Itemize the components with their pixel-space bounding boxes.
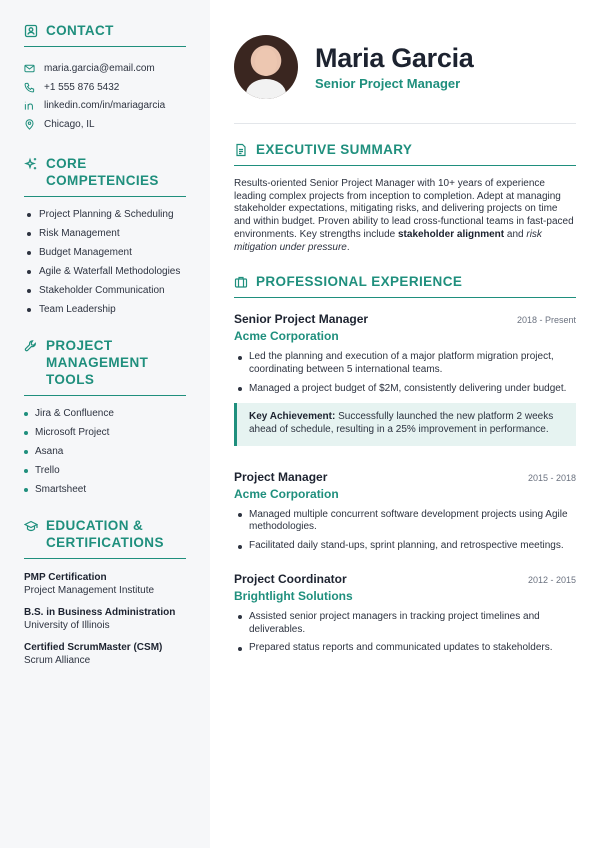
job-company: Brightlight Solutions <box>234 588 353 603</box>
contact-phone[interactable]: +1 555 876 5432 <box>24 78 186 97</box>
list-item: Team Leadership <box>24 304 186 316</box>
document-icon <box>234 143 248 157</box>
list-item: Led the planning and execution of a major platform migration project, coordinating between 5 international teams. <box>234 351 576 376</box>
job-title: Project Coordinator <box>234 571 347 586</box>
contact-heading: CONTACT <box>24 22 186 47</box>
list-item: Trello <box>24 465 186 477</box>
list-item: Smartsheet <box>24 484 186 496</box>
tools-section <box>24 337 186 496</box>
resume-header <box>234 22 576 124</box>
contact-email[interactable]: maria.garcia@email.com <box>24 59 186 78</box>
linkedin-icon <box>24 100 35 111</box>
avatar <box>234 35 298 99</box>
experience-section <box>234 273 576 655</box>
competencies-list <box>24 209 186 316</box>
job-entry <box>234 572 576 655</box>
mail-icon <box>24 63 35 74</box>
summary-section <box>234 141 576 254</box>
competencies-heading: CORE COMPETENCIES <box>24 155 186 197</box>
job-title: Project Manager <box>234 469 328 484</box>
list-item: Microsoft Project <box>24 427 186 439</box>
job-bullets <box>234 611 576 655</box>
contact-section <box>24 22 186 134</box>
phone-icon <box>24 82 35 93</box>
avatar-face <box>255 48 277 76</box>
job-dates: 2018 - Present <box>516 315 576 326</box>
list-item: Project Planning & Scheduling <box>24 209 186 221</box>
list-item: Assisted senior project managers in tracking project timelines and deliverables. <box>234 611 576 636</box>
job-dates: 2015 - 2018 <box>527 472 576 483</box>
name-block <box>315 43 474 91</box>
key-achievement-callout: Key Achievement: Successfully launched the new platform 2 weeks ahead of schedule, resulting in a 25% improvement in performance. <box>234 403 576 445</box>
sparkle-icon <box>24 157 38 171</box>
list-item: Managed multiple concurrent software development projects using Agile methodologies. <box>234 509 576 534</box>
contact-card-icon <box>24 24 38 38</box>
education-item: PMP Certification Project Management Institute <box>24 571 155 596</box>
summary-text: Results-oriented Senior Project Manager with 10+ years of experience leading complex projects from inception to completion. Adept at managing stakeholder expectations, mitigating risks, and delivering projects on time and within budget. Proven ability to lead cross-functional teams in fast-paced environments. Key strengths include stakeholder alignment and risk mitigation under pressure. <box>234 178 574 253</box>
list-item: Agile & Waterfall Methodologies <box>24 266 186 278</box>
job-dates: 2012 - 2015 <box>527 574 576 585</box>
tools-list <box>24 408 186 496</box>
list-item: Facilitated daily stand-ups, sprint planning, and retrospective meetings. <box>234 540 576 553</box>
job-title: Senior Project Manager <box>234 312 369 327</box>
sidebar <box>0 0 210 848</box>
education-list <box>24 571 186 667</box>
list-item: Managed a project budget of $2M, consistently delivering under budget. <box>234 383 576 396</box>
briefcase-icon <box>234 275 248 289</box>
main-content <box>210 0 600 848</box>
experience-heading: PROFESSIONAL EXPERIENCE <box>234 273 576 298</box>
list-item: Risk Management <box>24 228 186 240</box>
location-icon <box>24 119 35 130</box>
education-item: B.S. in Business Administration University of Illinois <box>24 606 176 631</box>
contact-linkedin[interactable]: linkedin.com/in/mariagarcia <box>24 96 186 115</box>
avatar-shirt <box>246 79 286 99</box>
job-entry <box>234 312 576 446</box>
graduation-cap-icon <box>24 519 38 533</box>
job-entry <box>234 470 576 553</box>
job-company: Acme Corporation <box>234 329 339 344</box>
tools-heading: PROJECT MANAGEMENT TOOLS <box>24 337 186 396</box>
job-role: Senior Project Manager <box>315 75 461 91</box>
contact-list <box>24 59 186 134</box>
competencies-section <box>24 155 186 316</box>
job-company: Acme Corporation <box>234 486 339 501</box>
education-heading: EDUCATION & CERTIFICATIONS <box>24 517 186 559</box>
summary-heading: EXECUTIVE SUMMARY <box>234 141 576 166</box>
list-item: Budget Management <box>24 247 186 259</box>
list-item: Asana <box>24 446 186 458</box>
job-bullets <box>234 509 576 553</box>
person-name: Maria Garcia <box>315 42 474 73</box>
job-bullets <box>234 351 576 395</box>
contact-location: Chicago, IL <box>24 115 186 134</box>
education-item: Certified ScrumMaster (CSM) Scrum Alliance <box>24 641 163 666</box>
list-item: Prepared status reports and communicated updates to stakeholders. <box>234 642 576 655</box>
education-section <box>24 517 186 667</box>
wrench-icon <box>24 339 38 353</box>
list-item: Jira & Confluence <box>24 408 186 420</box>
list-item: Stakeholder Communication <box>24 285 186 297</box>
